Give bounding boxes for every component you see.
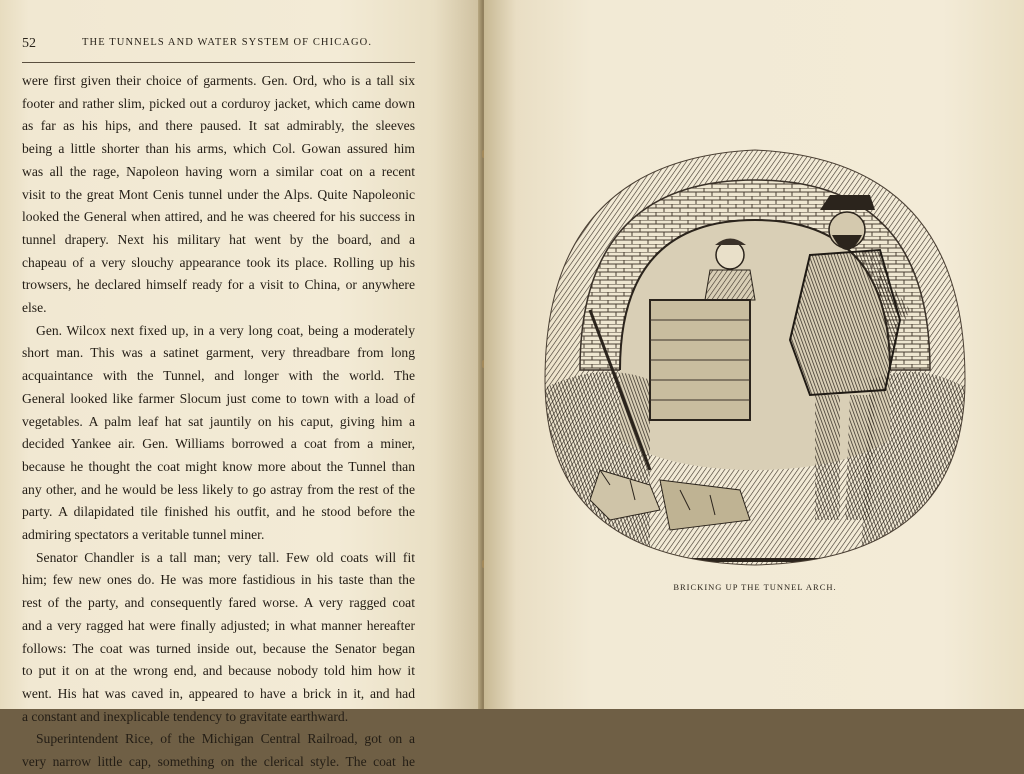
text-line: because he thought the coat might know more about the Tunnel than xyxy=(22,458,415,474)
text-line: Superintendent Rice, of the Michigan Central Railroad, got on a xyxy=(36,731,415,747)
text-line: follows: The coat was turned inside out, because the Senator began xyxy=(22,640,415,656)
header-rule xyxy=(22,62,415,63)
text-line: General looked like farmer Slocum just come to town with a load of xyxy=(22,390,415,406)
text-line: any other, and he would be less likely to go astray from the rest of the xyxy=(22,481,415,497)
text-line: party. A dilapidated tile finished his outfit, and he stood before the xyxy=(22,504,415,520)
page-number: 52 xyxy=(22,36,36,51)
text-line: went. His hat was caved in, appeared to have a brick in it, and had xyxy=(22,685,415,701)
text-line: rest of the party, and consequently fared worse. A very ragged coat xyxy=(22,595,415,611)
text-line: chapeau of a very slouchy appearance took its place. Rolling up his xyxy=(22,254,415,270)
text-line: looked the General when attired, and he was cheered for his success in xyxy=(22,209,415,225)
text-line: a constant and inexplicable tendency to gravitate earthward. xyxy=(22,708,349,724)
text-line: very narrow little cap, something on the clerical style. The coat he xyxy=(22,754,415,770)
figure-caption: BRICKING UP THE TUNNEL ARCH. xyxy=(673,582,837,592)
text-line: him; few new ones do. He was more fastidious in his taste than the xyxy=(22,572,415,588)
body-text xyxy=(22,70,415,774)
text-line: were first given their choice of garments. Gen. Ord, who is a tall six xyxy=(22,73,415,88)
text-line: to put it on at the wrong end, and because nobody told him how it xyxy=(22,663,415,679)
text-line: visit to the great Mont Cenis tunnel under the Alps. Quite Napoleonic xyxy=(22,186,415,202)
text-line: Senator Chandler is a tall man; very tall. Few old coats will fit xyxy=(36,549,415,565)
text-line: else. xyxy=(22,300,47,316)
running-head xyxy=(22,34,417,54)
text-line: vegetables. A palm leaf hat sat jauntily on his caput, giving him a xyxy=(22,413,415,429)
text-line: Gen. Wilcox next fixed up, in a very long coat, being a moderately xyxy=(36,322,415,338)
text-line: admiring spectators a veritable tunnel miner. xyxy=(22,527,265,543)
left-page xyxy=(0,0,482,770)
tunnel-engraving xyxy=(540,140,970,572)
running-head-title: THE TUNNELS AND WATER SYSTEM OF CHICAGO. xyxy=(82,37,373,48)
text-line: acquaintance with the Tunnel, and longer with the world. The xyxy=(22,368,415,384)
text-line: footer and rather slim, picked out a corduroy jacket, which came down xyxy=(22,95,415,111)
text-line: trowsers, he declared himself ready for a visit to China, or anywhere xyxy=(22,277,415,293)
text-line: was all the rage, Napoleon having worn a similar coat on a recent xyxy=(22,163,415,179)
text-line: tunnel drapery. Next his military hat went by the board, and a xyxy=(22,231,415,247)
text-line: and a very ragged hat were finally adjusted; in what manner hereafter xyxy=(22,617,415,633)
text-line: decided Yankee air. Gen. Williams borrowed a coat from a miner, xyxy=(22,436,415,452)
text-line: short man. This was a satinet garment, very threadbare from long xyxy=(22,345,415,361)
text-line: being a little shorter than his arms, which Col. Gowan assured him xyxy=(22,141,415,157)
text-line: as far as his hips, and there paused. It sat admirably, the sleeves xyxy=(22,118,415,134)
